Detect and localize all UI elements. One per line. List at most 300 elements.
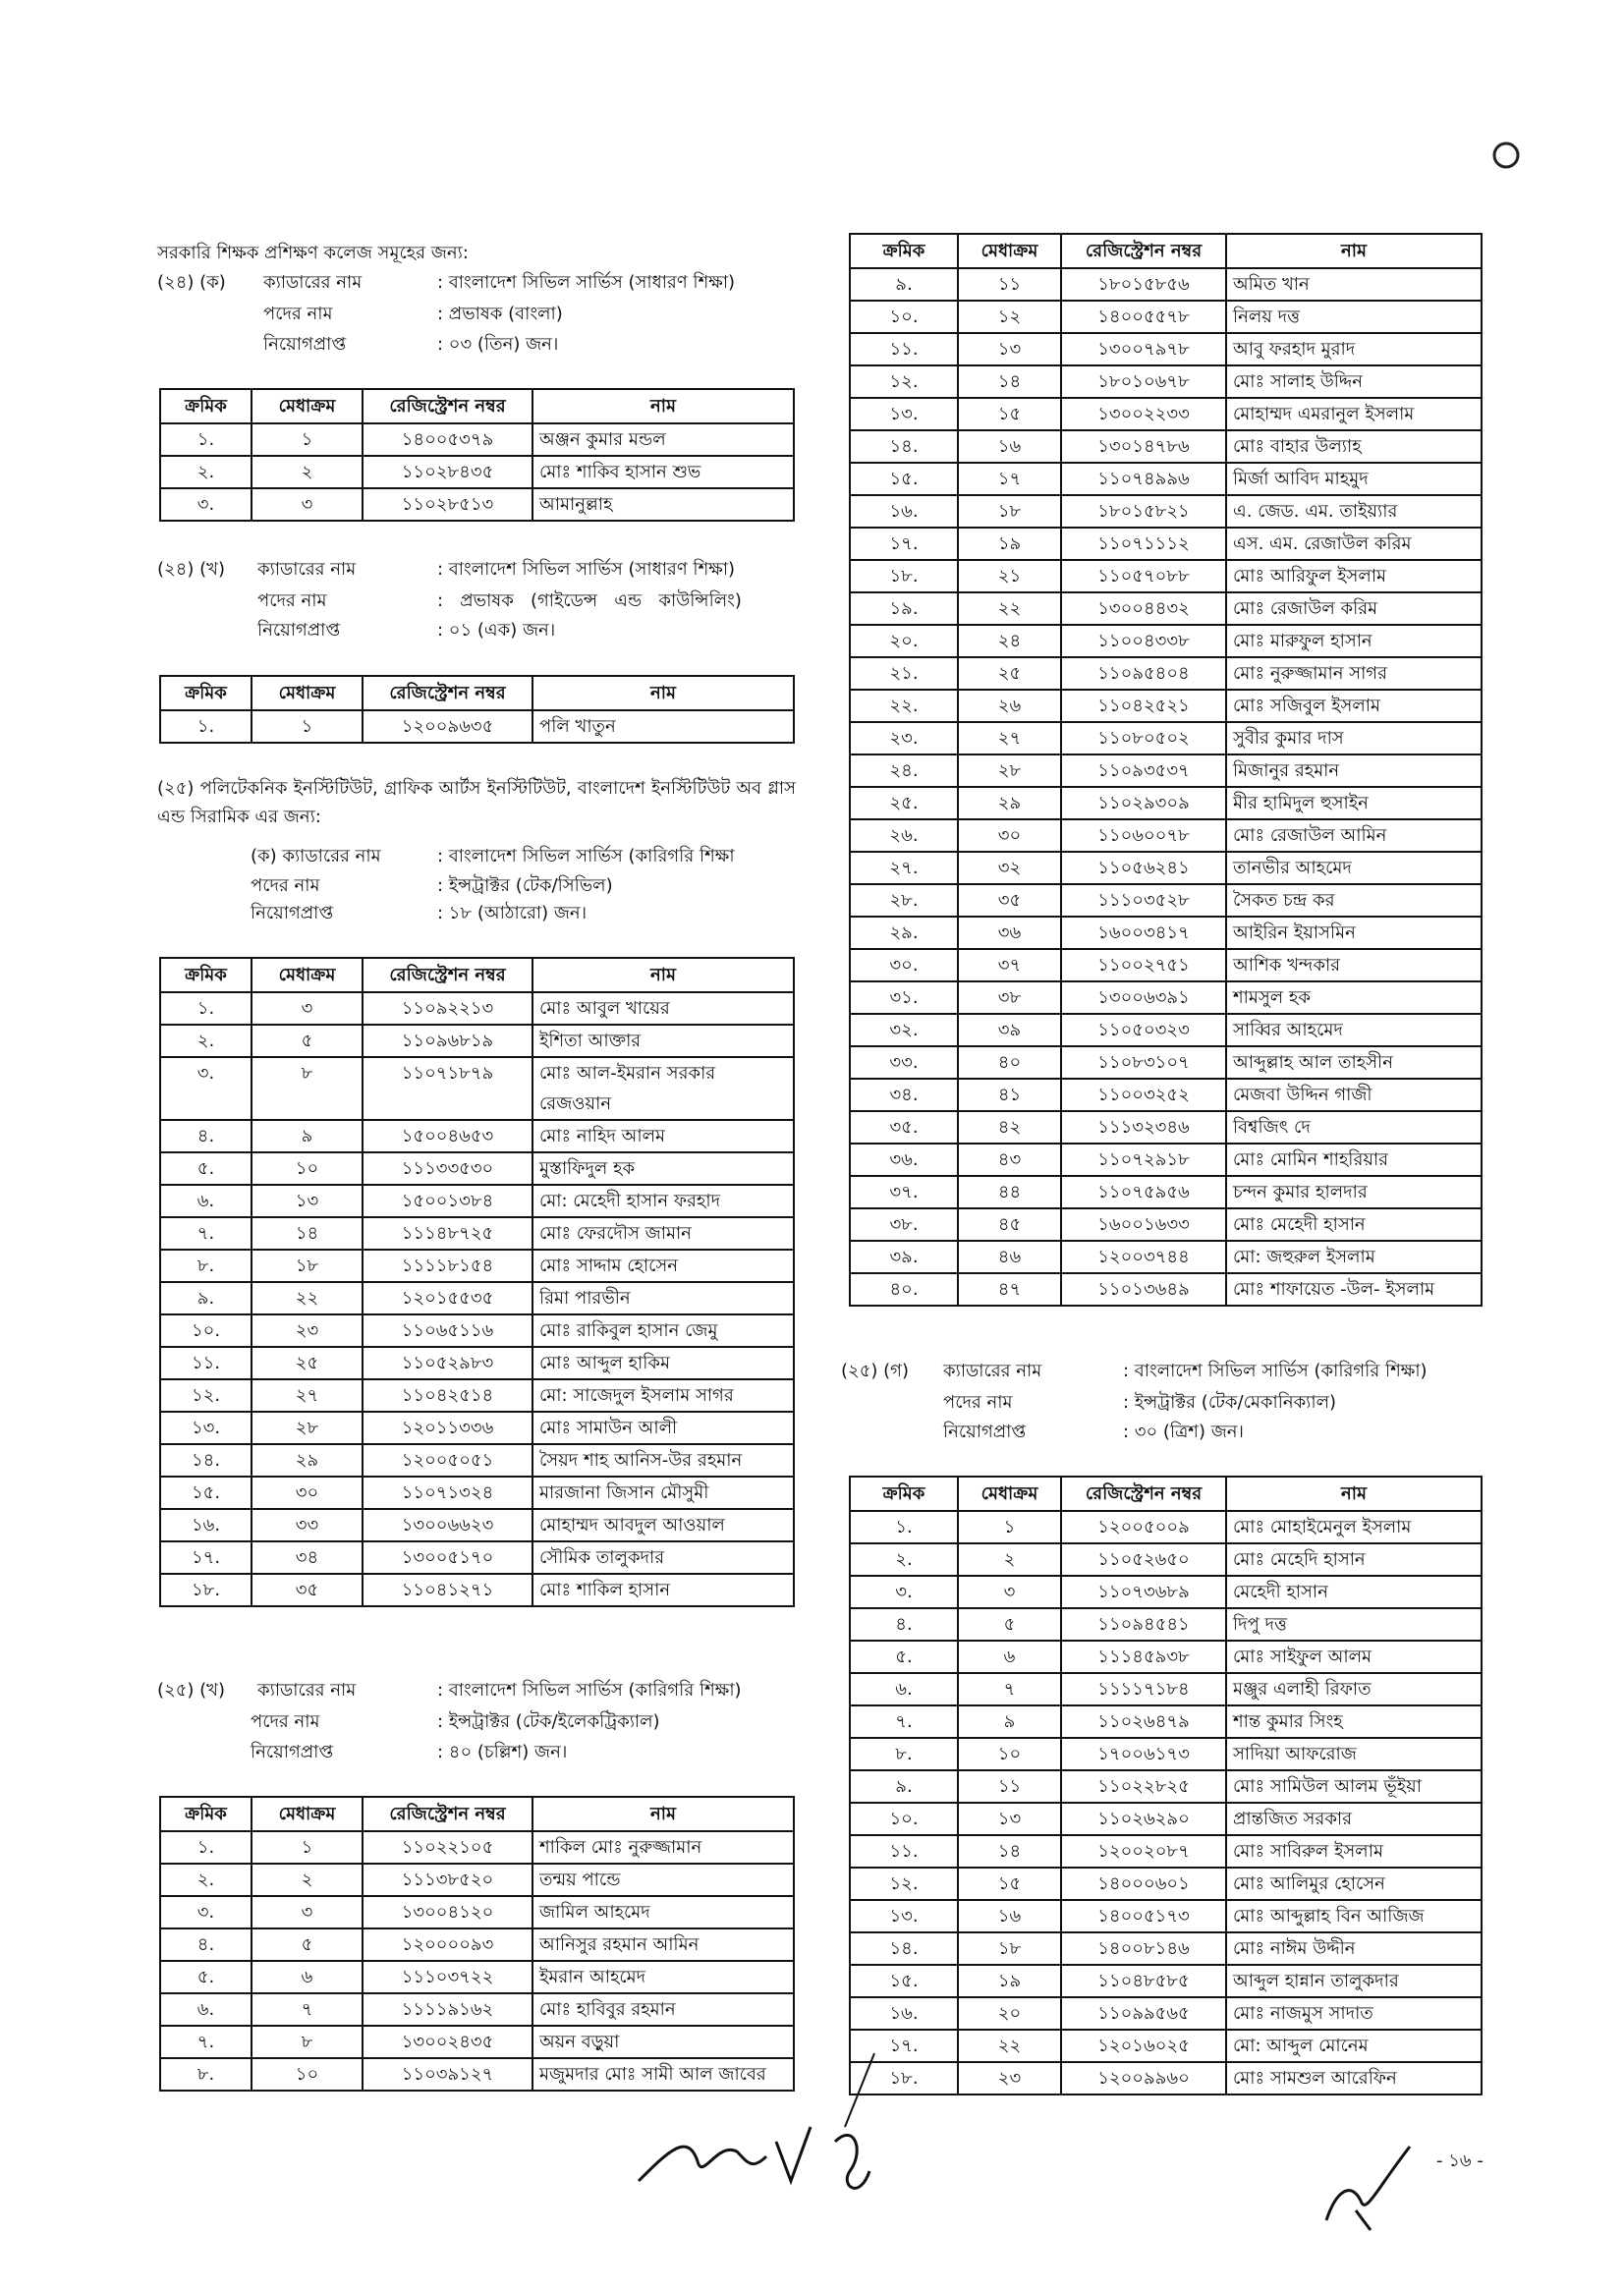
serial-cell: ১৭. <box>850 2030 958 2062</box>
table-row <box>850 981 1482 1014</box>
merit-cell: ১১ <box>958 268 1061 301</box>
table-row <box>160 488 794 521</box>
registration-number-cell: ১১০২৯৩০৯ <box>1061 787 1226 819</box>
registration-number-cell: ১২০০০০৯৩ <box>363 1928 532 1961</box>
name-cell: সাদিয়া আফরোজ <box>1226 1738 1482 1770</box>
serial-cell: ৪. <box>850 1608 958 1641</box>
name-cell: অঞ্জন কুমার মন্ডল <box>532 423 794 456</box>
hole-punch-mark-icon <box>1488 138 1528 177</box>
serial-cell: ৯. <box>850 1770 958 1803</box>
serial-cell: ১৫. <box>850 463 958 495</box>
registration-number-cell: ১৫০০১৩৮৪ <box>363 1185 532 1217</box>
registration-number-cell: ১১০৫২৯৮৩ <box>363 1347 532 1379</box>
table-row <box>160 1444 794 1477</box>
name-cell: মোঃ নুরুজ্জামান সাগর <box>1226 657 1482 690</box>
table-row <box>850 1900 1482 1932</box>
name-cell: মোঃ সাবিরুল ইসলাম <box>1226 1835 1482 1868</box>
registration-number-cell: ১২০০৯৬৩৫ <box>363 710 532 743</box>
table-row <box>850 1673 1482 1705</box>
merit-cell: ২৩ <box>252 1314 363 1347</box>
table-row <box>160 710 794 743</box>
table-25-kha <box>159 1796 795 2092</box>
name-cell: মোঃ রেজাউল আমিন <box>1226 819 1482 852</box>
merit-cell: ৬ <box>252 1961 363 1993</box>
table-25-kha-continued <box>849 233 1483 1307</box>
merit-cell: ১৬ <box>958 430 1061 463</box>
registration-number-cell: ১১১১৭১৮৪ <box>1061 1673 1226 1705</box>
table-row <box>850 2062 1482 2095</box>
column-header-registration: রেজিস্ট্রেশন নম্বর <box>363 958 532 992</box>
post-value: : প্রভাষক (গাইডেন্স এন্ড কাউন্সিলিং) <box>437 590 742 611</box>
appointed-label: নিয়োগপ্রাপ্ত <box>251 1742 334 1762</box>
merit-cell: ২ <box>252 1864 363 1896</box>
serial-cell: ২৮. <box>850 884 958 917</box>
column-header-serial: ক্রমিক <box>850 234 958 268</box>
merit-cell: ৬ <box>958 1641 1061 1673</box>
serial-cell: ২. <box>160 456 252 488</box>
registration-number-cell: ১১০৯৫৪০৪ <box>1061 657 1226 690</box>
table-24-kha <box>159 675 795 744</box>
merit-cell: ২৭ <box>252 1379 363 1412</box>
table-header-row <box>160 676 794 710</box>
table-row <box>160 1509 794 1541</box>
cadre-value: : বাংলাদেশ সিভিল সার্ভিস (সাধারণ শিক্ষা) <box>437 272 736 293</box>
column-header-registration: রেজিস্ট্রেশন নম্বর <box>363 676 532 710</box>
serial-cell: ২. <box>850 1543 958 1576</box>
merit-cell: ১৯ <box>958 528 1061 560</box>
table-row <box>160 456 794 488</box>
registration-number-cell: ১১০৭১৮৭৯ <box>363 1057 532 1120</box>
table-row <box>850 365 1482 398</box>
serial-cell: ১৭. <box>850 528 958 560</box>
name-cell: ইমরান আহমেদ <box>532 1961 794 1993</box>
registration-number-cell: ১৭০০৬১৭৩ <box>1061 1738 1226 1770</box>
merit-cell: ৪৬ <box>958 1241 1061 1273</box>
merit-cell: ২৫ <box>252 1347 363 1379</box>
merit-cell: ১৩ <box>958 333 1061 365</box>
merit-cell: ১১ <box>958 1770 1061 1803</box>
merit-cell: ৫ <box>252 1025 363 1057</box>
registration-number-cell: ১৫০০৪৬৫৩ <box>363 1120 532 1152</box>
registration-number-cell: ১১০৩৯১২৭ <box>363 2058 532 2091</box>
serial-cell: ১৩. <box>850 1900 958 1932</box>
column-header-merit: মেধাক্রম <box>252 1797 363 1831</box>
registration-number-cell: ১১০২৮৪৩৫ <box>363 456 532 488</box>
serial-cell: ১০. <box>850 1803 958 1835</box>
table-row <box>850 819 1482 852</box>
table-header-row <box>160 389 794 423</box>
registration-number-cell: ১১০২৬২৯০ <box>1061 1803 1226 1835</box>
serial-cell: ৭. <box>850 1705 958 1738</box>
merit-cell: ২৮ <box>958 754 1061 787</box>
name-cell: অমিত খান <box>1226 268 1482 301</box>
name-cell: তানভীর আহমেদ <box>1226 852 1482 884</box>
name-cell: মারজানা জিসান মৌসুমী <box>532 1477 794 1509</box>
table-row <box>850 787 1482 819</box>
table-row <box>850 1608 1482 1641</box>
appointed-value: : ০৩ (তিন) জন। <box>437 334 559 355</box>
post-value: : ইন্সট্রাক্টর (টেক/ইলেকট্রিক্যাল) <box>437 1711 660 1732</box>
serial-cell: ৭. <box>160 1217 252 1250</box>
merit-cell: ৩ <box>252 1896 363 1928</box>
table-row <box>850 463 1482 495</box>
registration-number-cell: ১১০৫২৬৫০ <box>1061 1543 1226 1576</box>
merit-cell: ১ <box>252 423 363 456</box>
registration-number-cell: ১১০২৬৪৭৯ <box>1061 1705 1226 1738</box>
appointed-value: : ১৮ (আঠারো) জন। <box>437 903 588 923</box>
column-header-registration: রেজিস্ট্রেশন নম্বর <box>1061 1477 1226 1511</box>
name-cell: মোঃ আরিফুল ইসলাম <box>1226 560 1482 592</box>
name-cell: শাকিল মোঃ নুরুজ্জামান <box>532 1831 794 1864</box>
name-cell: মোঃ শাকিব হাসান শুভ <box>532 456 794 488</box>
name-cell: সুবীর কুমার দাস <box>1226 722 1482 754</box>
merit-cell: ২৬ <box>958 690 1061 722</box>
serial-cell: ৮. <box>160 1250 252 1282</box>
column-header-registration: রেজিস্ট্রেশন নম্বর <box>1061 234 1226 268</box>
post-label: পদের নাম <box>257 590 327 611</box>
name-cell: মির্জা আবিদ মাহমুদ <box>1226 463 1482 495</box>
appointed-label: নিয়োগপ্রাপ্ত <box>263 334 347 355</box>
table-row <box>850 625 1482 657</box>
registration-number-cell: ১১০৬০০৭৮ <box>1061 819 1226 852</box>
serial-cell: ১২. <box>850 365 958 398</box>
merit-cell: ৪৩ <box>958 1144 1061 1176</box>
serial-cell: ২৯. <box>850 917 958 949</box>
registration-number-cell: ১৩০০২৪৩৫ <box>363 2026 532 2058</box>
table-row <box>160 1864 794 1896</box>
serial-cell: ৪. <box>160 1120 252 1152</box>
section-id: (২৫) (গ) <box>841 1361 909 1381</box>
cadre-label: ক্যাডারের নাম <box>257 1680 357 1701</box>
merit-cell: ২৪ <box>958 625 1061 657</box>
merit-cell: ৯ <box>252 1120 363 1152</box>
column-header-name: নাম <box>532 1797 794 1831</box>
cadre-value: : বাংলাদেশ সিভিল সার্ভিস (সাধারণ শিক্ষা) <box>437 559 736 580</box>
intro-heading: সরকারি শিক্ষক প্রশিক্ষণ কলেজ সমূহের জন্য: <box>157 243 469 263</box>
post-label: পদের নাম <box>251 1711 320 1732</box>
serial-cell: ২২. <box>850 690 958 722</box>
name-cell: দিপু দত্ত <box>1226 1608 1482 1641</box>
serial-cell: ১৩. <box>850 398 958 430</box>
serial-cell: ৩৪. <box>850 1079 958 1111</box>
table-row <box>160 1314 794 1347</box>
name-cell: শান্ত কুমার সিংহ <box>1226 1705 1482 1738</box>
merit-cell: ২৫ <box>958 657 1061 690</box>
serial-cell: ১. <box>160 992 252 1025</box>
serial-cell: ১০. <box>850 301 958 333</box>
post-label: পদের নাম <box>251 875 320 896</box>
merit-cell: ২৩ <box>958 2062 1061 2095</box>
page-number: - ১৬ - <box>1436 2150 1484 2171</box>
merit-cell: ২৭ <box>958 722 1061 754</box>
name-cell: মিজানুর রহমান <box>1226 754 1482 787</box>
name-cell: আইরিন ইয়াসমিন <box>1226 917 1482 949</box>
merit-cell: ৯ <box>958 1705 1061 1738</box>
table-row <box>850 1014 1482 1046</box>
name-cell: তন্ময় পান্ডে <box>532 1864 794 1896</box>
table-row <box>160 1347 794 1379</box>
serial-cell: ৯. <box>850 268 958 301</box>
registration-number-cell: ১২০০২০৮৭ <box>1061 1835 1226 1868</box>
serial-cell: ১. <box>160 710 252 743</box>
merit-cell: ৩৭ <box>958 949 1061 981</box>
registration-number-cell: ১৪০০৫১৭৩ <box>1061 1900 1226 1932</box>
serial-cell: ১২. <box>160 1379 252 1412</box>
merit-cell: ১২ <box>958 301 1061 333</box>
serial-cell: ৩১. <box>850 981 958 1014</box>
merit-cell: ১৫ <box>958 398 1061 430</box>
name-cell: আনিসুর রহমান আমিন <box>532 1928 794 1961</box>
table-row <box>160 1541 794 1574</box>
merit-cell: ৩৫ <box>958 884 1061 917</box>
table-row <box>850 1738 1482 1770</box>
serial-cell: ১৪. <box>160 1444 252 1477</box>
merit-cell: ২২ <box>958 2030 1061 2062</box>
table-header-row <box>850 234 1482 268</box>
column-header-serial: ক্রমিক <box>160 389 252 423</box>
name-cell: মোঃ রাকিবুল হাসান জেমু <box>532 1314 794 1347</box>
table-row <box>850 1111 1482 1144</box>
table-row <box>850 1868 1482 1900</box>
name-cell: মোঃ আল-ইমরান সরকার রেজওয়ান <box>532 1057 794 1120</box>
table-row <box>850 1835 1482 1868</box>
table-row <box>850 333 1482 365</box>
merit-cell: ১৩ <box>252 1185 363 1217</box>
name-cell: মোঃ মোমিন শাহরিয়ার <box>1226 1144 1482 1176</box>
serial-cell: ৩৭. <box>850 1176 958 1208</box>
table-row <box>850 949 1482 981</box>
table-row <box>850 1770 1482 1803</box>
merit-cell: ৪৫ <box>958 1208 1061 1241</box>
merit-cell: ৩৬ <box>958 917 1061 949</box>
registration-number-cell: ১১০৯৪৫৪১ <box>1061 1608 1226 1641</box>
name-cell: মুস্তাফিদুল হক <box>532 1152 794 1185</box>
serial-cell: ১৬. <box>850 495 958 528</box>
table-row <box>160 1896 794 1928</box>
table-row <box>850 2030 1482 2062</box>
registration-number-cell: ১১০৬৫১১৬ <box>363 1314 532 1347</box>
table-row <box>850 1046 1482 1079</box>
registration-number-cell: ১৪০০০৬০১ <box>1061 1868 1226 1900</box>
name-cell: এস. এম. রেজাউল করিম <box>1226 528 1482 560</box>
table-row <box>160 1477 794 1509</box>
name-cell: রিমা পারভীন <box>532 1282 794 1314</box>
column-header-merit: মেধাক্রম <box>252 958 363 992</box>
appointed-label: নিয়োগপ্রাপ্ত <box>257 620 341 641</box>
table-row <box>850 560 1482 592</box>
name-cell: মঞ্জুর এলাহী রিফাত <box>1226 1673 1482 1705</box>
merit-cell: ৩৪ <box>252 1541 363 1574</box>
name-cell: এ. জেড. এম. তাইয়্যার <box>1226 495 1482 528</box>
initials-icon <box>1316 2132 1425 2240</box>
table-row <box>160 1152 794 1185</box>
table-row <box>850 754 1482 787</box>
registration-number-cell: ১৩০০২২৩৩ <box>1061 398 1226 430</box>
registration-number-cell: ১১০১৩৬৪৯ <box>1061 1273 1226 1306</box>
serial-cell: ৩. <box>850 1576 958 1608</box>
appointed-value: : ৪০ (চল্লিশ) জন। <box>437 1742 568 1762</box>
name-cell: শামসুল হক <box>1226 981 1482 1014</box>
registration-number-cell: ১১১১৮১৫৪ <box>363 1250 532 1282</box>
serial-cell: ১৯. <box>850 592 958 625</box>
serial-cell: ১১. <box>160 1347 252 1379</box>
merit-cell: ৩৫ <box>252 1574 363 1606</box>
appointed-value: : ০১ (এক) জন। <box>437 620 556 641</box>
table-row <box>850 592 1482 625</box>
merit-cell: ৩ <box>252 992 363 1025</box>
table-row <box>160 2026 794 2058</box>
table-row <box>850 917 1482 949</box>
merit-cell: ৪১ <box>958 1079 1061 1111</box>
post-value: : ইন্সট্রাক্টর (টেক/সিভিল) <box>437 875 613 896</box>
serial-cell: ৫. <box>160 1152 252 1185</box>
serial-cell: ৪০. <box>850 1273 958 1306</box>
table-row <box>160 2058 794 2091</box>
table-25-ga <box>849 1476 1483 2095</box>
registration-number-cell: ১১০৫৬২৪১ <box>1061 852 1226 884</box>
registration-number-cell: ১৩০০৬৩৯১ <box>1061 981 1226 1014</box>
registration-number-cell: ১১০০২৭৫১ <box>1061 949 1226 981</box>
merit-cell: ৩২ <box>958 852 1061 884</box>
serial-cell: ৮. <box>850 1738 958 1770</box>
registration-number-cell: ১১১৩৮৫২০ <box>363 1864 532 1896</box>
name-cell: মেহেদী হাসান <box>1226 1576 1482 1608</box>
name-cell: মো: সাজেদুল ইসলাম সাগর <box>532 1379 794 1412</box>
registration-number-cell: ১১০৯৩৫৩৭ <box>1061 754 1226 787</box>
name-cell: মোঃ আবুল খায়ের <box>532 992 794 1025</box>
merit-cell: ৩০ <box>958 819 1061 852</box>
table-row <box>850 430 1482 463</box>
name-cell: প্রান্তজিত সরকার <box>1226 1803 1482 1835</box>
column-header-merit: মেধাক্রম <box>958 234 1061 268</box>
name-cell: মোঃ রেজাউল করিম <box>1226 592 1482 625</box>
table-row <box>850 1273 1482 1306</box>
serial-cell: ১২. <box>850 1868 958 1900</box>
serial-cell: ১৪. <box>850 430 958 463</box>
table-row <box>850 301 1482 333</box>
column-header-registration: রেজিস্ট্রেশন নম্বর <box>363 389 532 423</box>
cadre-label: (ক) ক্যাডারের নাম <box>251 846 381 866</box>
table-row <box>160 423 794 456</box>
name-cell: আব্দুল হান্নান তালুকদার <box>1226 1965 1482 1997</box>
registration-number-cell: ১১০৪২৫১৪ <box>363 1379 532 1412</box>
table-row <box>850 1705 1482 1738</box>
name-cell: মোঃ সালাহ উদ্দিন <box>1226 365 1482 398</box>
table-row <box>850 1965 1482 1997</box>
registration-number-cell: ১১০৫৭০৮৮ <box>1061 560 1226 592</box>
name-cell: মোঃ বাহার উল্যাহ <box>1226 430 1482 463</box>
registration-number-cell: ১১১০৩৫২৮ <box>1061 884 1226 917</box>
serial-cell: ২. <box>160 1864 252 1896</box>
name-cell: জামিল আহমেদ <box>532 1896 794 1928</box>
registration-number-cell: ১৬০০৩৪১৭ <box>1061 917 1226 949</box>
merit-cell: ১৪ <box>252 1217 363 1250</box>
signature-icon <box>629 2112 943 2220</box>
registration-number-cell: ১৬০০১৬৩৩ <box>1061 1208 1226 1241</box>
name-cell: মোঃ মেহেদী হাসান <box>1226 1208 1482 1241</box>
registration-number-cell: ১১১০৩৭২২ <box>363 1961 532 1993</box>
merit-cell: ৪০ <box>958 1046 1061 1079</box>
table-row <box>160 1574 794 1606</box>
registration-number-cell: ১১০৯৬৮১৯ <box>363 1025 532 1057</box>
table-row <box>850 884 1482 917</box>
table-row <box>160 1057 794 1120</box>
name-cell: মোঃ আব্দুল হাকিম <box>532 1347 794 1379</box>
registration-number-cell: ১১০৯৯৫৬৫ <box>1061 1997 1226 2030</box>
table-row <box>850 1176 1482 1208</box>
registration-number-cell: ১৩০০৭৯৭৮ <box>1061 333 1226 365</box>
registration-number-cell: ১১১১৯১৬২ <box>363 1993 532 2026</box>
name-cell: মোঃ সজিবুল ইসলাম <box>1226 690 1482 722</box>
name-cell: আমানুল্লাহ <box>532 488 794 521</box>
merit-cell: ১ <box>958 1511 1061 1543</box>
registration-number-cell: ১৮০১০৬৭৮ <box>1061 365 1226 398</box>
merit-cell: ১ <box>252 1831 363 1864</box>
name-cell: মোঃ মোহাইমেনুল ইসলাম <box>1226 1511 1482 1543</box>
serial-cell: ১১. <box>850 1835 958 1868</box>
merit-cell: ১৭ <box>958 463 1061 495</box>
registration-number-cell: ১১০২২১০৫ <box>363 1831 532 1864</box>
registration-number-cell: ১৪০০৫৫৭৮ <box>1061 301 1226 333</box>
serial-cell: ১৫. <box>160 1477 252 1509</box>
table-row <box>850 722 1482 754</box>
registration-number-cell: ১৩০০৪১২০ <box>363 1896 532 1928</box>
serial-cell: ২৫. <box>850 787 958 819</box>
table-row <box>850 1144 1482 1176</box>
serial-cell: ৮. <box>160 2058 252 2091</box>
registration-number-cell: ১৪০০৮১৪৬ <box>1061 1932 1226 1965</box>
post-value: : প্রভাষক (বাংলা) <box>437 304 563 324</box>
merit-cell: ৪৭ <box>958 1273 1061 1306</box>
table-row <box>160 1993 794 2026</box>
table-row <box>160 1928 794 1961</box>
name-cell: অয়ন বড়ুয়া <box>532 2026 794 2058</box>
registration-number-cell: ১২০১৬০২৫ <box>1061 2030 1226 2062</box>
merit-cell: ১৯ <box>958 1965 1061 1997</box>
registration-number-cell: ১১১৪৮৭২৫ <box>363 1217 532 1250</box>
merit-cell: ৫ <box>958 1608 1061 1641</box>
merit-cell: ১৮ <box>252 1250 363 1282</box>
column-header-merit: মেধাক্রম <box>958 1477 1061 1511</box>
serial-cell: ১৮. <box>850 560 958 592</box>
serial-cell: ৫. <box>850 1641 958 1673</box>
registration-number-cell: ১১০৪১২৭১ <box>363 1574 532 1606</box>
merit-cell: ১৮ <box>958 1932 1061 1965</box>
table-24-ka <box>159 388 795 522</box>
cadre-value: : বাংলাদেশ সিভিল সার্ভিস (কারিগরি শিক্ষা <box>437 846 735 866</box>
registration-number-cell: ১১০৭২৯১৮ <box>1061 1144 1226 1176</box>
name-cell: মোঃ মারুফুল হাসান <box>1226 625 1482 657</box>
section-id: (২৫) (খ) <box>157 1680 226 1701</box>
merit-cell: ৭ <box>252 1993 363 2026</box>
table-row <box>160 1961 794 1993</box>
table-row <box>160 1412 794 1444</box>
section-25-description: (২৫) পলিটেকনিক ইনস্টিটিউট, গ্রাফিক আর্টস ইনস্টিটিউট, বাংলাদেশ ইনস্টিটিউট অব গ্লাস এন্ড সিরামিক এর জন্য: <box>157 778 796 827</box>
name-cell: মোঃ সাদ্দাম হোসেন <box>532 1250 794 1282</box>
registration-number-cell: ১২০০৯৯৬০ <box>1061 2062 1226 2095</box>
name-cell: মজুমদার মোঃ সামী আল জাবের <box>532 2058 794 2091</box>
serial-cell: ৩৮. <box>850 1208 958 1241</box>
serial-cell: ১. <box>160 1831 252 1864</box>
column-header-serial: ক্রমিক <box>160 958 252 992</box>
table-row <box>160 1250 794 1282</box>
appointed-label: নিয়োগপ্রাপ্ত <box>943 1422 1027 1442</box>
registration-number-cell: ১১০৪৮৫৮৫ <box>1061 1965 1226 1997</box>
cadre-label: ক্যাডারের নাম <box>263 272 363 293</box>
serial-cell: ১. <box>850 1511 958 1543</box>
serial-cell: ৬. <box>850 1673 958 1705</box>
merit-cell: ১৬ <box>958 1900 1061 1932</box>
